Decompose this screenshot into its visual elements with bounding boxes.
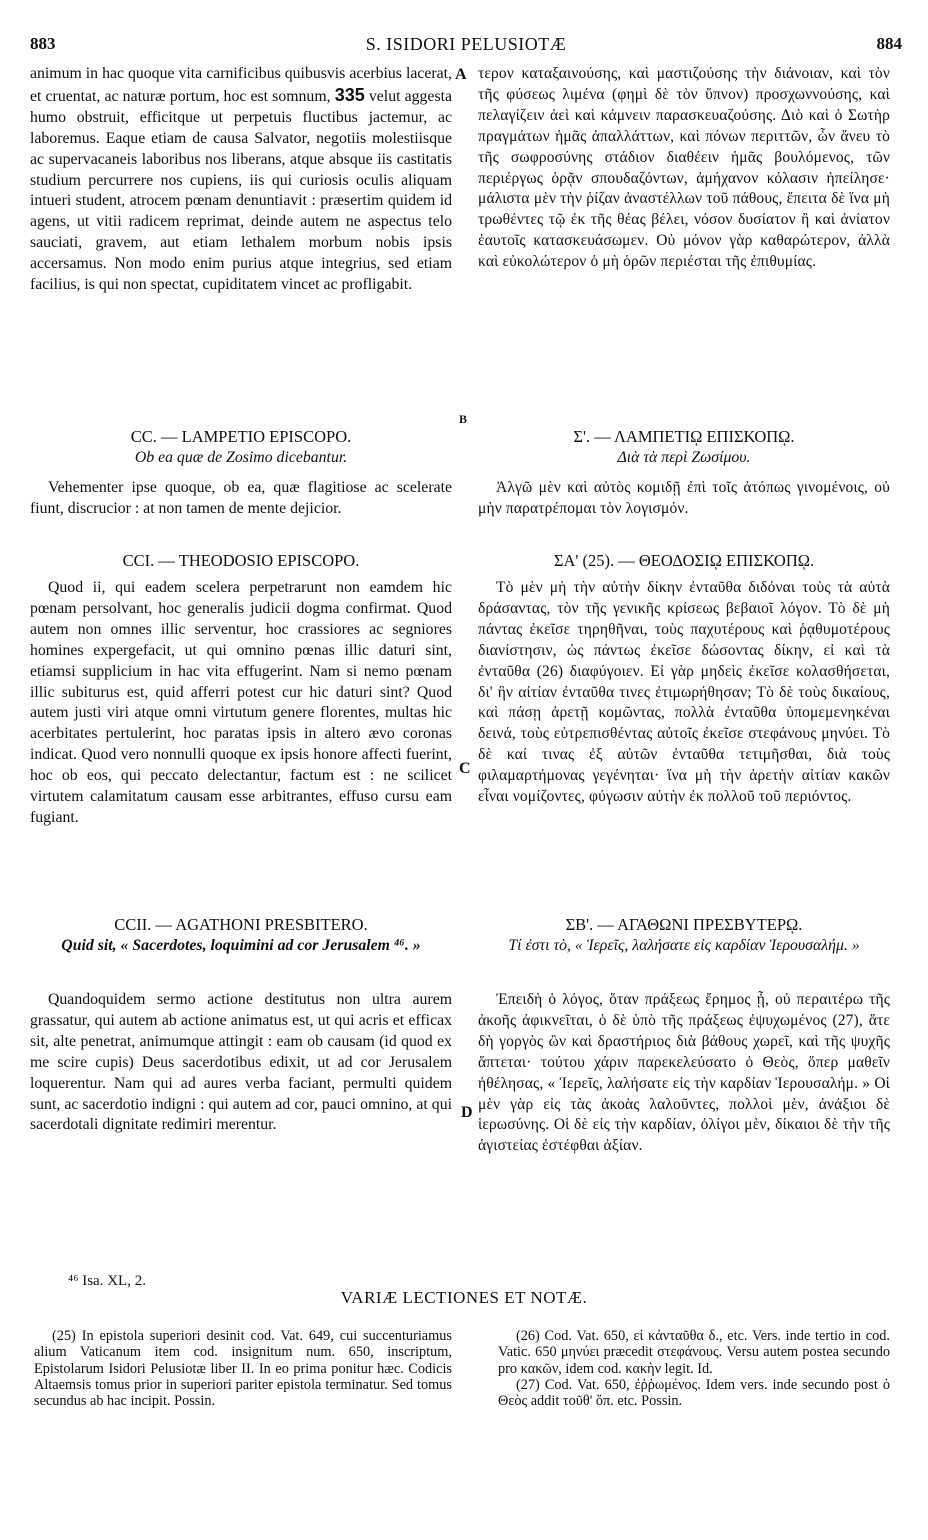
latin-letter-200-title: CC. — LAMPETIO EPISCOPO. [130,427,352,446]
latin-text-a: animum in hac quoque vita carnificibus quibusvis acerbius lacerat, et cruentat, ac naturæ portum, hoc est somnum, [30,65,452,105]
greek-letter-201-text: Τὸ μὲν μὴ τὴν αὐτὴν δίκην ἐνταῦθα διδόναι τοὺς τὰ αὐτὰ δράσαντας, τὸν τῆς γενικῆς κρίσεως βεβαιοῖ λόγον. Τὸ δὲ μὴ πάντας ἐκεῖσε τηρηθῆναι, τοὺς παχυτέρους καὶ ῥᾳθυμοτέρους διανίστησιν, ὡς πάντως ἐκεῖσε δώσοντας δίκην, εἰ καὶ τὰ ἐνταῦθα (26) διαφύγοιεν. Εἰ γὰρ μηδεὶς ἐκεῖσε κολασθήσεται, δι' ἣν αἰτίαν ἐνταῦθα τινες ἐτιμωρήθησαν; Τὸ δὲ τοὺς δικαίους, καὶ πάσῃ ἀρετῇ κομῶντας, πολλὰ ἐνταῦθα ὑπομεμενηκέναι δεινά, τοὺς εὐτρεπισθέντας αὐτοῖς ἐκεῖσε στεφάνους μηνύει. Τὸ δὲ καί τινας ἐξ αὐτῶν ἐνταῦθα τετιμῆσθαι, διὰ τοὺς φιλαμαρτήμονας γεγένηται· ἵνα μὴ τὴν ἀρετὴν αἰτίαν κακῶν εἶναι νομίζοντες, φύγωσιν αὐτὴν ἐκ πολλοῦ τοῦ περιόντος. [478,579,890,806]
notes-right-column [498,1328,890,1409]
greek-letter-202-text: Ἐπειδὴ ὁ λόγος, ὅταν πράξεως ἔρημος ᾖ, οὐ περαιτέρω τῆς ἀκοῆς ἀφικνεῖται, ὁ δὲ ὑπὸ τῆς πράξεως ἐψυχωμένος (27), ἅτε δὴ γοργὸς ὢν καὶ δραστήριος διὰ βάθους χωρεῖ, καὶ τῆς ψυχῆς ἅπτεται· τούτου χάριν παρεκελεύσατο ὁ Θεὸς, ὅπερ μαθεῖν ἠθέλησας, « Ἱερεῖς, λαλήσατε εἰς τὴν καρδίαν Ἱερουσαλήμ. » Οἱ μὲν γὰρ εἰς τὰς ἀκοὰς λαλοῦντες, πολλοὶ μὲν, ἀνάξιοι δὲ ἱερωσύνης. Οἱ δὲ εἰς τὴν καρδίαν, ὀλίγοι μὲν, δίκαιοι δὲ τὴν τῆς ἁγιστείας ἐστέφθαι ἀξίαν. [478,991,890,1155]
greek-letter-200-text: Ἀλγῶ μὲν καὶ αὐτὸς κομιδῇ ἐπὶ τοῖς ἀτόπως γινομένοις, οὐ μὴν παρατρέπομαι τὸν λογισμόν. [478,479,890,517]
latin-text-b: velut aggesta humo obstruit, efficitque ut perpetuis fluctibus jactemur, ac laboremus. Eaque etiam de causa Salvator, negotiis molestiisque ac supervacaneis laboribus nos liberans, atque absque iis castitatis studium percurrere nos cupiens, iis qui curiosis oculis aliquam intueri student, atrocem pœnam denuntiavit : præsertim quidem id agens, ut vitii radicem reprimat, deinde autem ne aspectus telo sauciati, gravem, aut etiam lethalem morbum nobis ipsis accersamus. Non modo enim purius atque integrius, sed etiam facilius, is qui non spectat, cupiditatem vincet ac profligabit. [30,87,452,294]
running-title: S. ISIDORI PELUSIOTÆ [365,34,567,54]
latin-letter-200-subtitle: Ob ea quæ de Zosimo dicebantur. [134,449,348,466]
latin-letter-200-text: Vehementer ipse quoque, ob ea, quæ flagitiose ac scelerate fiunt, discrucior : at non tamen de mente dejicior. [30,479,452,517]
latin-paragraph-continued [30,64,452,296]
margin-mark-c: C [459,760,471,777]
page-number-left: 883 [30,34,56,53]
variae-lectiones-title: VARIÆ LECTIONES ET NOTÆ. [340,1288,588,1307]
margin-mark-a: A [455,66,467,83]
notes-left-column [34,1328,452,1409]
margin-mark-b: B [459,412,468,426]
latin-letter-202-subtitle: Quid sit, « Sacerdotes, loquimini ad cor Jerusalem ⁴⁶. » [61,937,421,954]
greek-letter-200-subtitle: Διὰ τὰ περὶ Ζωσίμου. [617,449,751,466]
margin-mark-d: D [461,1104,473,1121]
note-26: (26) Cod. Vat. 650, εἰ κἀνταῦθα δ., etc. Vers. inde tertio in cod. Vatic. 650 μηνύει præcedit στεφάνους. Versu autem postea secundo pro κακῶν, idem cod. κακὴν legit. Id. [498,1328,890,1377]
latin-letter-202-title: CCII. — AGATHONI PRESBITERO. [114,915,368,934]
greek-letter-202-title: ΣΒ'. — ΑΓΑΘΩΝΙ ΠΡΕΣΒΥΤΕΡῼ. [565,915,803,934]
greek-letter-200-title: Σ'. — ΛΑΜΠΕΤΙῼ ΕΠΙΣΚΟΠῼ. [573,427,795,446]
scripture-footnote: ⁴⁶ Isa. XL, 2. [68,1273,146,1289]
latin-letter-201-text: Quod ii, qui eadem scelera perpetrarunt non eamdem hic pœnam persolvant, hoc generalis judicii dogma confirmat. Quod autem non omnes illic serventur, hoc crassiores ac segniores homines expergefacit, ut qui omnino pœnas illic daturi sint, etiamsi supplicium in hac vita effugerint. Nam si nemo pœnam illic subiturus est, quid afferri potest cur hic daturi sint? Quod autem justi viri atque omni virtutum genere florentes, multas hic acerbitates pertulerint, hoc paratas ipsis in altero ævo coronas indicat. Quod vero nonnulli quoque ex ipsis honore affecti fuerint, hoc ob eos, qui peccato delectantur, factum est : ne scilicet virtutem calamitatum causam esse arbitrantes, effuso cursu eam fugiant. [30,579,452,826]
greek-letter-202-subtitle: Τί ἐστι τὸ, « Ἱερεῖς, λαλήσατε εἰς καρδίαν Ἱερουσαλήμ. » [508,937,860,954]
page-number-right: 884 [876,34,902,53]
note-27: (27) Cod. Vat. 650, ἐῤῥωμένος. Idem vers. inde secundo post ὁ Θεὸς addit τοῦθ' ὅπ. etc. Possin. [498,1376,890,1410]
column-number: 335 [334,84,365,105]
greek-letter-201-title: ΣΑ' (25). — ΘΕΟΔΟΣΙῼ ΕΠΙΣΚΟΠῼ. [553,551,815,570]
latin-letter-201-title: CCI. — THEODOSIO EPISCOPO. [122,551,360,570]
note-25: (25) In epistola superiori desinit cod. Vat. 649, cui succenturiamus alium Vaticanum item cod. insignitum num. 650, inscriptum, Epistolarum Isidori Pelusiotæ liber II. In eo prima ponitur hæc. Codicis Altaemsis tomus prior in superiori pariter epistola terminatur. Sed tomus secundus ab hac incipit. Possin. [34,1328,452,1410]
page-header [30,34,902,60]
greek-paragraph-continued: τερον καταξαινούσης, καὶ μαστιζούσης τὴν διάνοιαν, καὶ τὸν τῆς φύσεως λιμένα (φημὶ δὲ τὸν ὕπνον) προσχωννούσης, καὶ πελαγίζειν ἀεὶ καὶ κάμνειν παρασκευαζούσης. Διὸ καὶ ὁ Σωτὴρ πραγμάτων ἡμᾶς ἀπαλλάττων, καὶ πόνων περιττῶν, ὧν ἄνευ τὸ τῆς σωφροσύνης στάδιον διαθέειν ἡμᾶς βουλόμενος, τῶν περιέργως ὁρᾷν σπουδαζόντων, ἀμήχανον κόλασιν ἠπείλησε· μάλιστα μὲν τὴν ῥίζαν ἀναστέλλων τοῦ πάθους, ἔπειτα δὲ ἵνα μὴ τρωθέντες τῷ ἐκ τῆς θέας βέλει, νόσον δυσίατον ἢ καὶ ἀνίατον ἑαυτοῖς κατασκευάσωμεν. Οὐ μόνον γὰρ καθαρώτερον, ἀλλὰ καὶ εὐκολώτερον ὁ μὴ ὁρῶν περιέσται τῆς ἐπιθυμίας. [478,65,890,271]
latin-letter-202-text: Quandoquidem sermo actione destitutus non ultra aurem grassatur, qui autem ab actione animatus est, ut qui acris et efficax sit, alte penetrat, animumque attingit : eam ob causam (id quod ex me scire cupis) Deus sacerdotibus edixit, ut ad cor Jerusalem loquerentur. Nam qui ad aures verba faciant, permulti quidem sunt, ac sacerdotio indigni : qui autem ad cor, pauci omnino, at qui sacerdotali dignitate redimiri merentur. [30,991,452,1134]
